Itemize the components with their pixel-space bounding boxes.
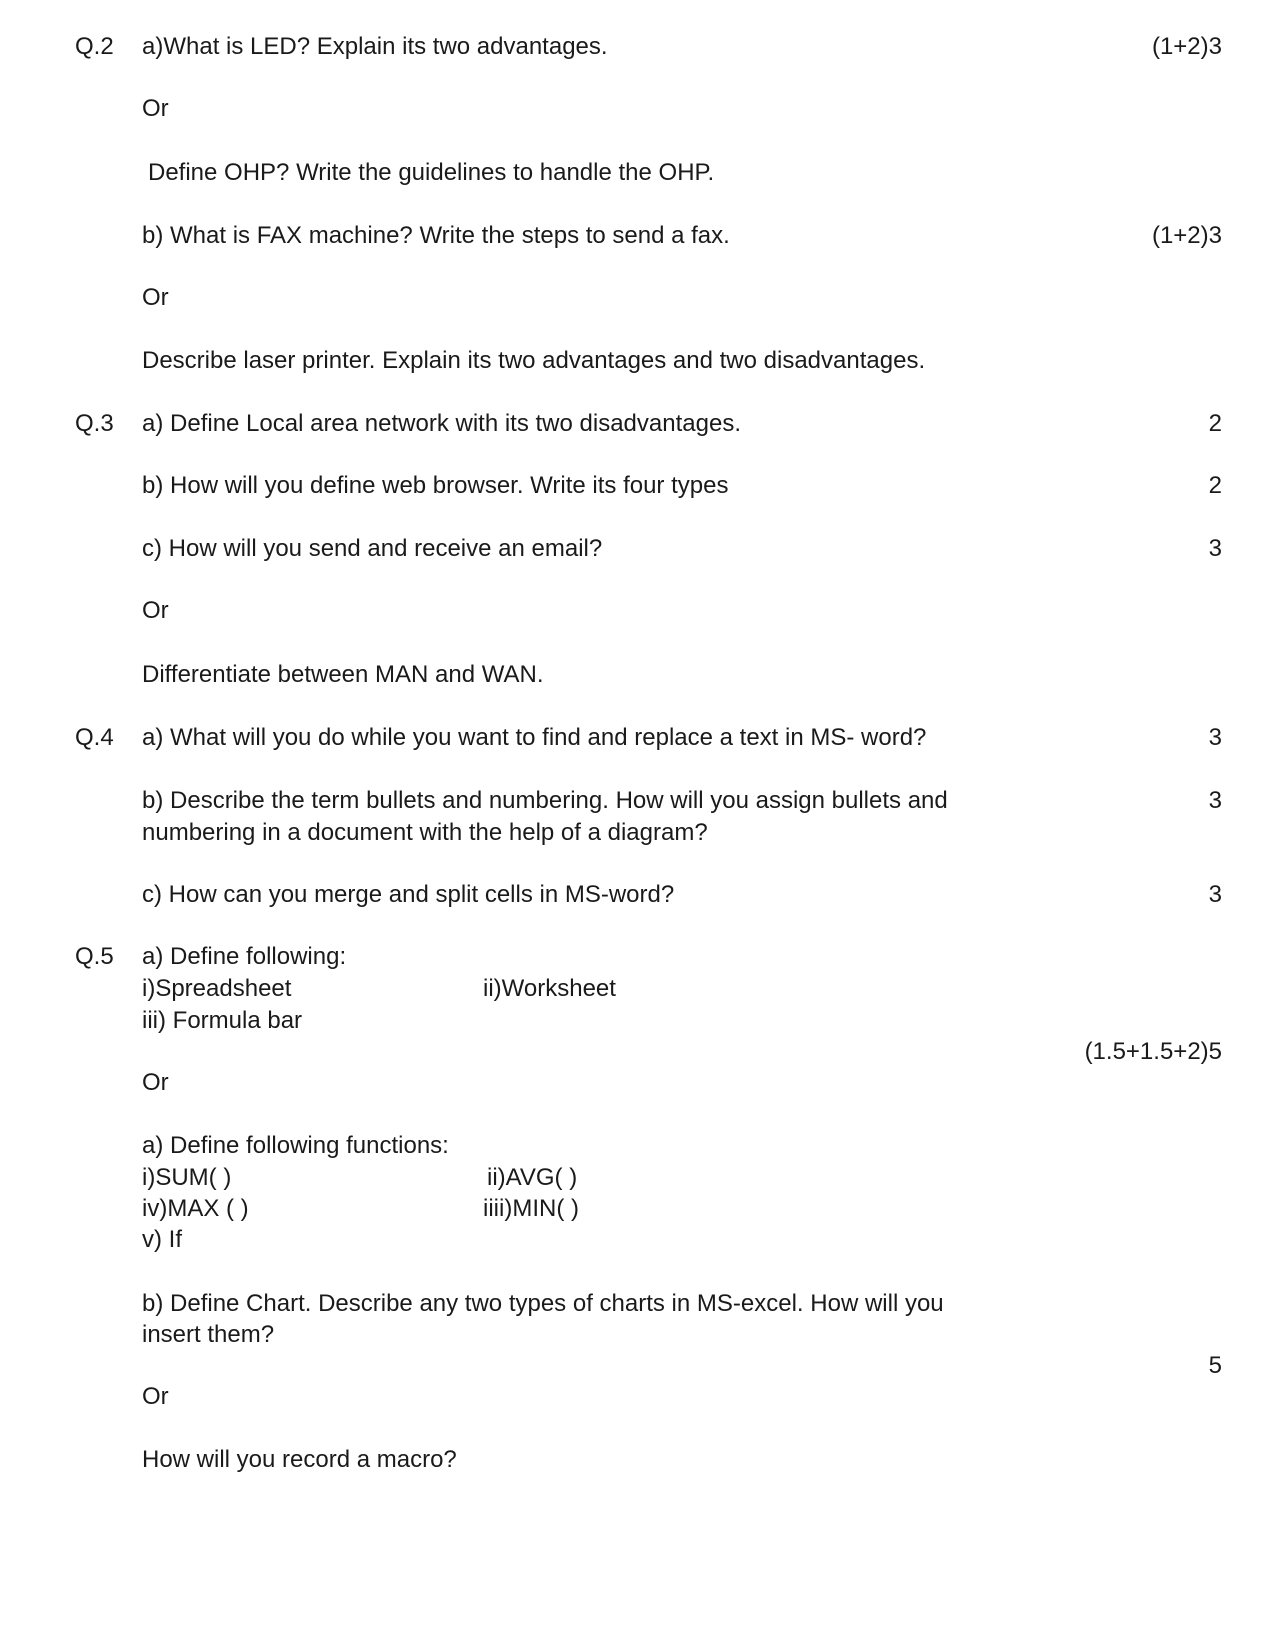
question-text-continued: numbering in a document with the help of a diagram? [142, 819, 708, 846]
or-separator: Or [142, 597, 169, 624]
question-text: a)What is LED? Explain its two advantages. [142, 33, 608, 60]
marks: (1+2)3 [1151, 33, 1222, 60]
question-number: Q.5 [75, 943, 114, 970]
marks: 2 [1208, 472, 1222, 499]
question-text: a) Define Local area network with its two disadvantages. [142, 410, 741, 437]
marks: (1+2)3 [1151, 222, 1222, 249]
question-text: Describe laser printer. Explain its two advantages and two disadvantages. [142, 347, 926, 374]
or-separator: Or [142, 1383, 169, 1410]
or-separator: Or [142, 95, 169, 122]
question-text: a) Define following: [142, 943, 347, 970]
or-separator: Or [142, 284, 169, 311]
question-number: Q.3 [75, 410, 114, 437]
list-item: iii) Formula bar [142, 1007, 303, 1034]
question-text: How will you record a macro? [142, 1446, 457, 1473]
question-text: b) How will you define web browser. Write its four types [142, 472, 729, 499]
list-item: i)Spreadsheet [142, 975, 292, 1002]
question-text: Define OHP? Write the guidelines to handle the OHP. [148, 159, 715, 186]
question-text: Differentiate between MAN and WAN. [142, 661, 544, 688]
marks: 3 [1208, 787, 1222, 814]
question-text-continued: insert them? [142, 1321, 275, 1348]
question-text: a) Define following functions: [142, 1132, 449, 1159]
marks: 3 [1208, 535, 1222, 562]
question-text: b) Describe the term bullets and numbering. How will you assign bullets and [142, 787, 948, 814]
list-item: iv)MAX ( ) [142, 1195, 249, 1222]
list-item: ii)AVG( ) [487, 1164, 578, 1191]
marks: 3 [1208, 881, 1222, 908]
list-item: iiii)MIN( ) [483, 1195, 579, 1222]
list-item: i)SUM( ) [142, 1164, 232, 1191]
marks: 3 [1208, 724, 1222, 751]
question-text: c) How can you merge and split cells in MS-word? [142, 881, 675, 908]
question-number: Q.2 [75, 33, 114, 60]
or-separator: Or [142, 1069, 169, 1096]
question-text: b) What is FAX machine? Write the steps to send a fax. [142, 222, 730, 249]
question-number: Q.4 [75, 724, 114, 751]
question-text: a) What will you do while you want to find and replace a text in MS- word? [142, 724, 927, 751]
marks: 5 [1208, 1352, 1222, 1379]
question-text: c) How will you send and receive an email? [142, 535, 603, 562]
marks: (1.5+1.5+2)5 [1084, 1038, 1222, 1065]
marks: 2 [1208, 410, 1222, 437]
list-item: ii)Worksheet [483, 975, 616, 1002]
list-item: v) If [142, 1226, 182, 1253]
question-text: b) Define Chart. Describe any two types of charts in MS-excel. How will you [142, 1290, 944, 1317]
